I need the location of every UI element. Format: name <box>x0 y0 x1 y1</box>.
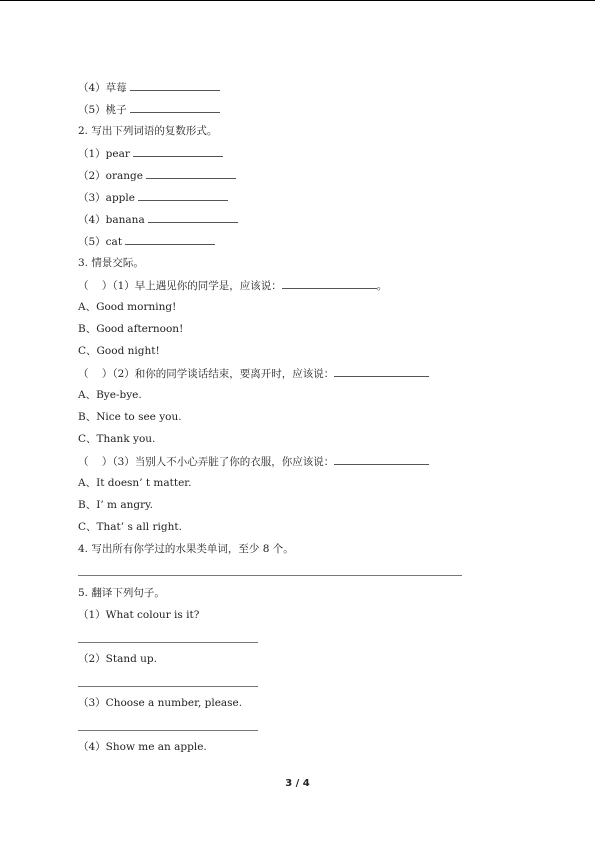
fill-in-blank[interactable] <box>282 278 377 289</box>
line-text: 5. 翻译下列句子。 <box>78 587 165 599</box>
line-text: A、It doesn’ t matter. <box>78 477 192 489</box>
line-text: （ ）（3）当别人不小心弄脏了你的衣服，你应该说： <box>78 456 335 468</box>
line-text: A、Good morning! <box>78 301 177 313</box>
line-text: C、That’ s all right. <box>78 521 182 533</box>
worksheet-line <box>78 696 242 710</box>
line-text: （5）cat <box>78 236 126 248</box>
worksheet-line <box>78 256 144 270</box>
worksheet-line <box>78 740 207 754</box>
worksheet-line <box>78 190 228 205</box>
fill-in-blank[interactable] <box>138 190 228 201</box>
page-number: 3 / 4 <box>285 778 310 789</box>
answer-line-q5-3[interactable] <box>78 730 258 731</box>
line-text: C、Thank you. <box>78 433 156 445</box>
fill-in-blank[interactable] <box>334 366 429 377</box>
worksheet-line <box>78 212 238 227</box>
worksheet-line <box>78 388 142 402</box>
worksheet-line <box>78 300 176 314</box>
line-text: A、Bye-bye. <box>78 389 142 401</box>
worksheet-line <box>78 652 157 666</box>
fill-in-blank[interactable] <box>133 146 223 157</box>
fill-in-blank[interactable] <box>146 168 236 179</box>
answer-line-q5-1[interactable] <box>78 642 258 643</box>
line-text: （3）apple <box>78 192 139 204</box>
line-suffix: 。 <box>376 280 388 292</box>
worksheet-line <box>78 520 182 534</box>
line-text: （5）桃子 <box>78 104 131 116</box>
worksheet-line <box>78 410 182 424</box>
line-text: （1）What colour is it? <box>78 609 200 621</box>
worksheet-line <box>78 344 160 358</box>
worksheet-line <box>78 146 223 161</box>
line-text: （ ）（1）早上遇见你的同学是，应该说： <box>78 280 282 292</box>
worksheet-line <box>78 168 236 183</box>
line-text: （ ）（2）和你的同学谈话结束，要离开时，应该说： <box>78 368 335 380</box>
fill-in-blank[interactable] <box>148 212 238 223</box>
fill-in-blank[interactable] <box>334 454 429 465</box>
worksheet-line <box>78 124 217 138</box>
fill-in-blank[interactable] <box>130 80 220 91</box>
worksheet-line <box>78 454 429 469</box>
worksheet-line <box>78 278 387 293</box>
line-text: B、Nice to see you. <box>78 411 182 423</box>
worksheet-line <box>78 80 220 95</box>
worksheet-line <box>78 432 155 446</box>
line-text: C、Good night! <box>78 345 160 357</box>
answer-line-q5-2[interactable] <box>78 686 258 687</box>
line-text: （1）pear <box>78 148 134 160</box>
worksheet-line <box>78 322 183 336</box>
line-text: （4）草莓 <box>78 82 131 94</box>
worksheet-line <box>78 498 153 512</box>
answer-line-q4[interactable] <box>78 575 462 576</box>
line-text: （3）Choose a number, please. <box>78 697 243 709</box>
line-text: （4）Show me an apple. <box>78 741 207 753</box>
worksheet-line <box>78 476 192 490</box>
line-text: （2）orange <box>78 170 147 182</box>
worksheet-line <box>78 608 199 622</box>
line-text: （4）banana <box>78 214 149 226</box>
page-top-border <box>0 0 595 1</box>
worksheet-line <box>78 542 294 556</box>
line-text: （2）Stand up. <box>78 653 157 665</box>
line-text: B、I’ m angry. <box>78 499 153 511</box>
line-text: 3. 情景交际。 <box>78 257 144 269</box>
worksheet-line <box>78 366 429 381</box>
worksheet-line <box>78 102 220 117</box>
fill-in-blank[interactable] <box>125 234 215 245</box>
fill-in-blank[interactable] <box>130 102 220 113</box>
worksheet-line <box>78 586 165 600</box>
line-text: 2. 写出下列词语的复数形式。 <box>78 125 218 137</box>
line-text: B、Good afternoon! <box>78 323 184 335</box>
line-text: 4. 写出所有你学过的水果类单词，至少 8 个。 <box>78 543 294 555</box>
worksheet-line <box>78 234 215 249</box>
